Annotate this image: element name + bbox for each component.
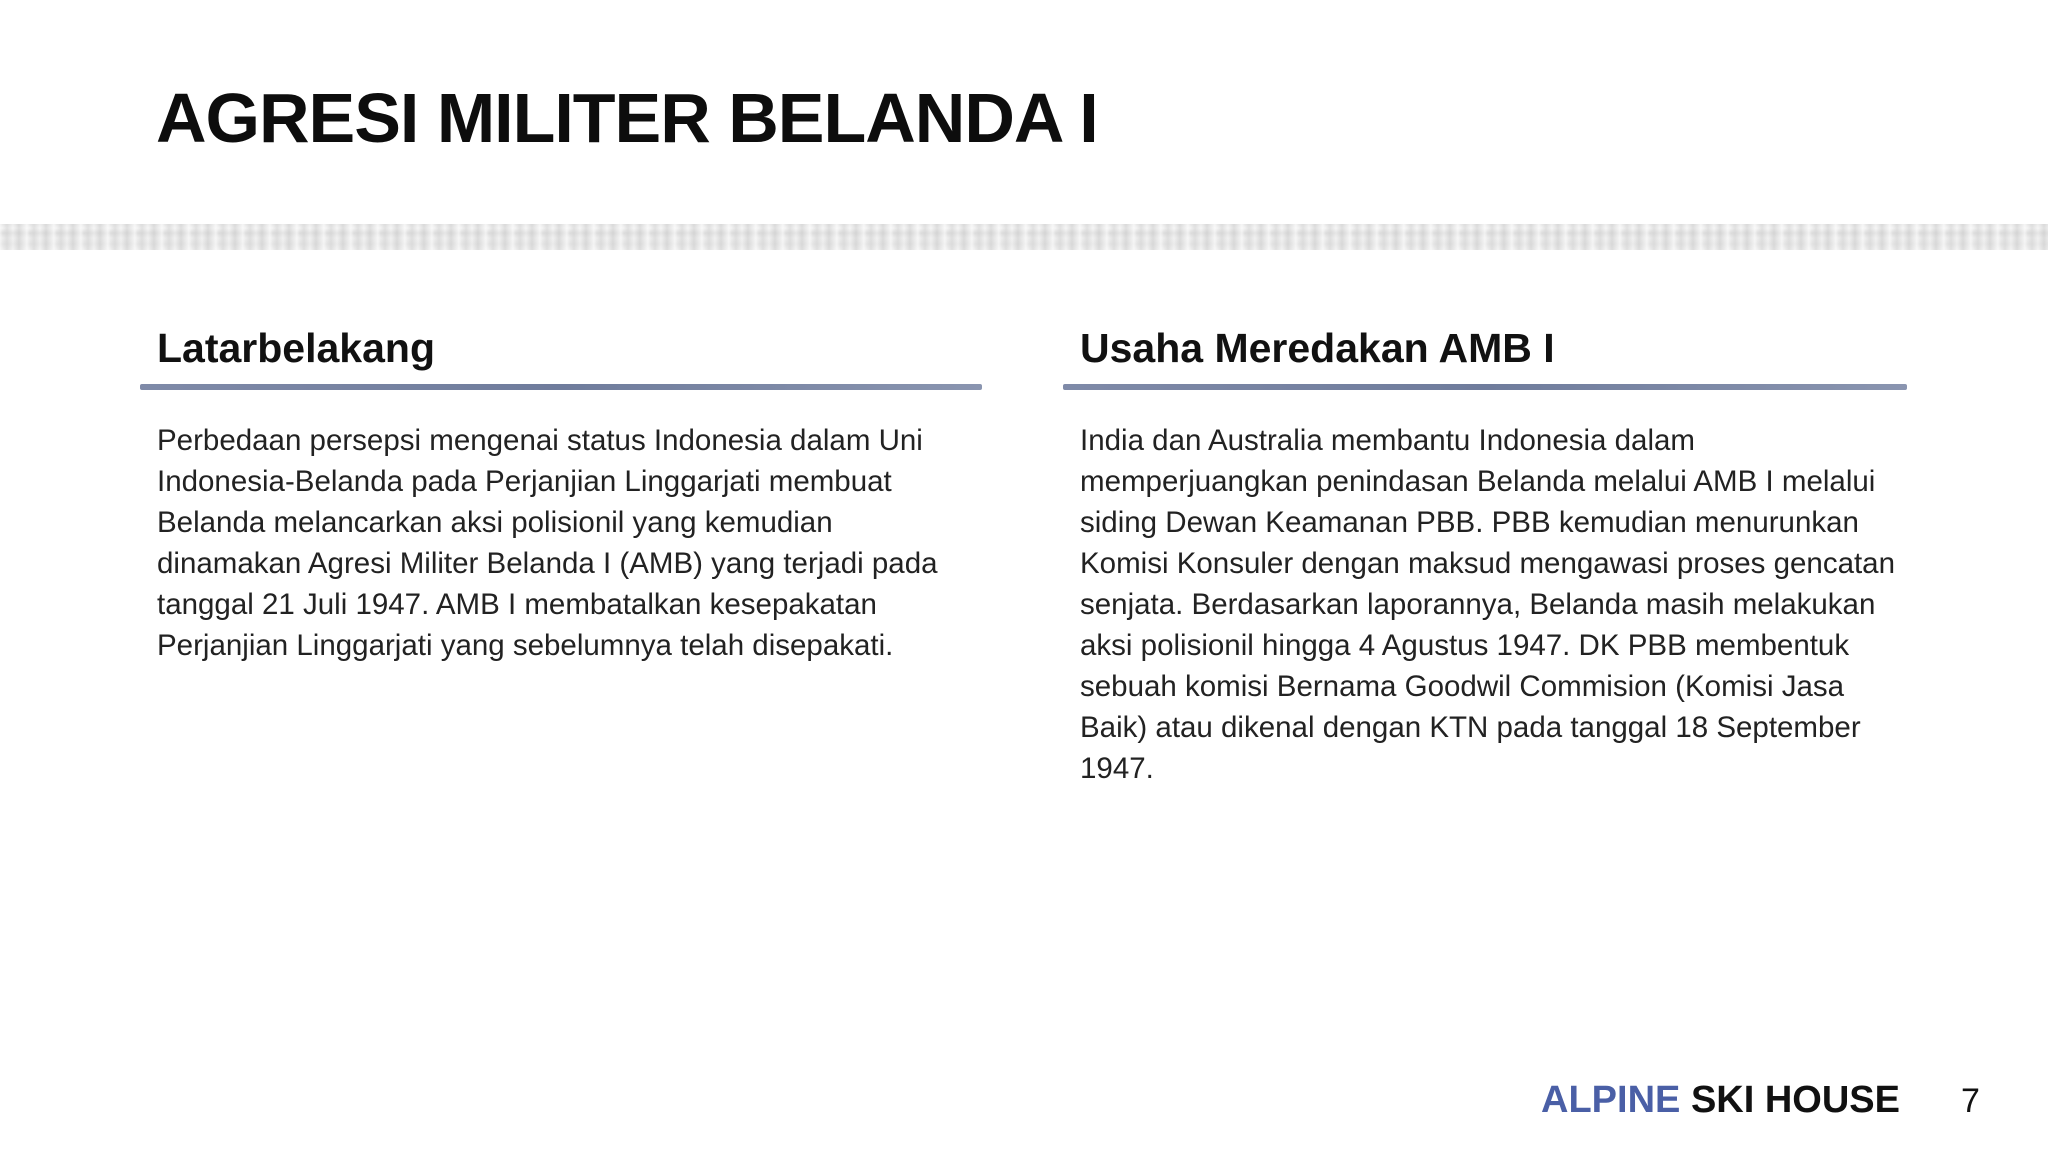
column-latarbelakang (140, 318, 982, 666)
column-body-text: Perbedaan persepsi mengenai status Indonesia dalam Uni Indonesia-Belanda pada Perjanjian Linggarjati membuat Belanda melancarkan aksi polisionil yang kemudian dinamakan Agresi Militer Belanda I (AMB) yang terjadi pada tanggal 21 Juli 1947. AMB I membatalkan kesepakatan Perjanjian Linggarjati yang sebelumnya telah disepakati. (157, 424, 938, 662)
column-heading: Latarbelakang (157, 325, 435, 371)
column-heading: Usaha Meredakan AMB I (1080, 325, 1555, 371)
footer-brand (1541, 1077, 1900, 1123)
page-number: 7 (1961, 1082, 1980, 1120)
brand-accent-text: ALPINE (1541, 1079, 1681, 1121)
heading-underline (140, 384, 982, 390)
brand-rest-text: SKI HOUSE (1690, 1079, 1900, 1121)
heading-underline (1063, 384, 1907, 390)
decorative-texture-band (0, 224, 2048, 250)
slide-title: AGRESI MILITER BELANDA I (156, 79, 1098, 157)
column-body-text: India dan Australia membantu Indonesia dalam memperjuangkan penindasan Belanda melalui AMB I melalui siding Dewan Keamanan PBB. PBB kemudian menurunkan Komisi Konsuler dengan maksud mengawasi proses gencatan senjata. Berdasarkan laporannya, Belanda masih melakukan aksi polisionil hingga 4 Agustus 1947. DK PBB membentuk sebuah komisi Bernama Goodwil Commision (Komisi Jasa Baik) atau dikenal dengan KTN pada tanggal 18 September 1947. (1080, 424, 1895, 785)
column-usaha-meredakan (1063, 318, 1907, 789)
